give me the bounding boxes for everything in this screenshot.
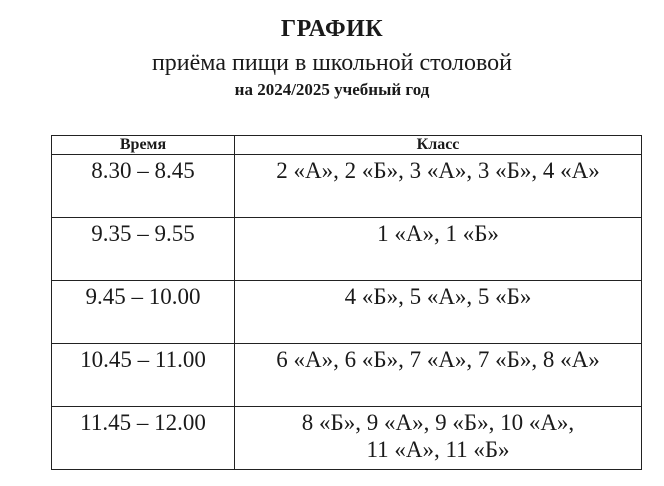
table-row [52, 344, 642, 407]
class-cell: 2 «А», 2 «Б», 3 «А», 3 «Б», 4 «А» [235, 155, 642, 218]
time-cell: 10.45 – 11.00 [52, 344, 235, 407]
table-row [52, 407, 642, 470]
class-cell: 6 «А», 6 «Б», 7 «А», 7 «Б», 8 «А» [235, 344, 642, 407]
time-cell: 9.45 – 10.00 [52, 281, 235, 344]
meal-schedule-table [51, 135, 642, 470]
column-header-class: Класс [235, 136, 642, 155]
time-cell: 11.45 – 12.00 [52, 407, 235, 470]
academic-year: на 2024/2025 учебный год [234, 80, 430, 99]
time-cell: 8.30 – 8.45 [52, 155, 235, 218]
document-subtitle: приёма пищи в школьной столовой [151, 50, 513, 76]
class-cell: 1 «А», 1 «Б» [235, 218, 642, 281]
class-cell: 8 «Б», 9 «А», 9 «Б», 10 «А», 11 «А», 11 «Б» [235, 407, 642, 470]
column-header-time: Время [52, 136, 235, 155]
table-header-row [52, 136, 642, 155]
class-cell: 4 «Б», 5 «А», 5 «Б» [235, 281, 642, 344]
table-row [52, 155, 642, 218]
table-row [52, 281, 642, 344]
document-title: ГРАФИК [280, 16, 384, 42]
table-row [52, 218, 642, 281]
time-cell: 9.35 – 9.55 [52, 218, 235, 281]
